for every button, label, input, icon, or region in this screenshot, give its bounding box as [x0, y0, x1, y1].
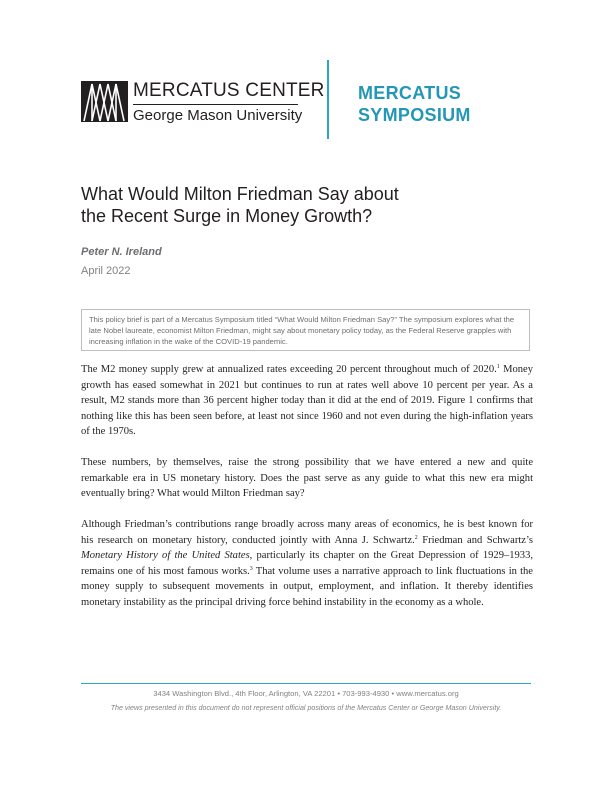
author-name: Peter N. Ireland	[81, 246, 162, 258]
logo-title: MERCATUS CENTER	[133, 80, 325, 101]
book-title: Monetary History of the United States	[81, 550, 250, 562]
article-body	[81, 362, 533, 626]
p3-text-a: Although Friedman’s contributions range broadly across many areas of economics, he is best known for his research on monetary history, conducted jointly with Anna J. Schwartz.	[81, 519, 533, 546]
header-divider	[327, 60, 329, 139]
logo-subtitle: George Mason University	[133, 107, 303, 125]
footnote-ref-2[interactable]: 2	[414, 534, 418, 541]
symposium-label	[358, 82, 471, 126]
publication-date: April 2022	[81, 265, 131, 277]
intro-text: This policy brief is part of a Mercatus Symposium titled “What Would Milton Friedman Say?” The symposium explores what the late Nobel laureate, economist Milton Friedman, might say about monetary policy today, as the Federal Reserve grapples with increasing inflation in the wake of the COVID-19 pandemic.	[89, 315, 515, 347]
logo-rule	[133, 104, 298, 105]
mercatus-wordmark	[133, 80, 325, 125]
footnote-ref-3[interactable]: 3	[249, 565, 253, 572]
p3-text-d: That volume uses a narrative approach to link fluctuations in the money supply to subsequent movements in output, employment, and inflation. It thereby identifies monetary instability as the principal driving force behind instability in the economy as a whole.	[81, 565, 533, 608]
paragraph-1	[81, 362, 533, 440]
symposium-line2: SYMPOSIUM	[358, 105, 471, 125]
symposium-line1: MERCATUS	[358, 83, 462, 103]
mercatus-logo-icon	[81, 81, 128, 122]
p1-text-b: Money growth has eased somewhat in 2021 but continues to run at rates well above 10 percent per year. As a result, M2 stands more than 36 percent higher today than it did at the end of 2019. Figure 1 confirms that nothing like this has been seen before, at least not since 1960 and not even during the high-inflation years of the 1970s.	[81, 364, 533, 437]
p1-text-a: The M2 money supply grew at annualized rates exceeding 20 percent throughout much of 2020.	[81, 364, 497, 375]
footer-disclaimer: The views presented in this document do not represent official positions of the Mercatus Center or George Mason University.	[110, 704, 502, 712]
footer-address: 3434 Washington Blvd., 4th Floor, Arlington, VA 22201 • 703-993-4930 • www.mercatus.org	[153, 689, 459, 698]
footnote-ref-1[interactable]: 1	[496, 364, 500, 370]
p3-text-b: Friedman and Schwartz’s	[417, 534, 533, 546]
page-title	[81, 183, 511, 227]
title-line1: What Would Milton Friedman Say about	[81, 184, 399, 204]
paragraph-2: These numbers, by themselves, raise the strong possibility that we have entered a new and quite remarkable era in US monetary history. Does the past serve as any guide to what this new era might eventually bring? What would Milton Friedman say?	[81, 457, 533, 500]
paragraph-3	[81, 517, 533, 610]
title-line2: the Recent Surge in Money Growth?	[81, 206, 373, 226]
p3-text-c: , particularly its chapter on the Great Depression of 1929–1933, remains one of his most famous works.	[81, 550, 533, 577]
footer-rule	[81, 683, 531, 684]
symposium-intro-box	[81, 309, 530, 351]
